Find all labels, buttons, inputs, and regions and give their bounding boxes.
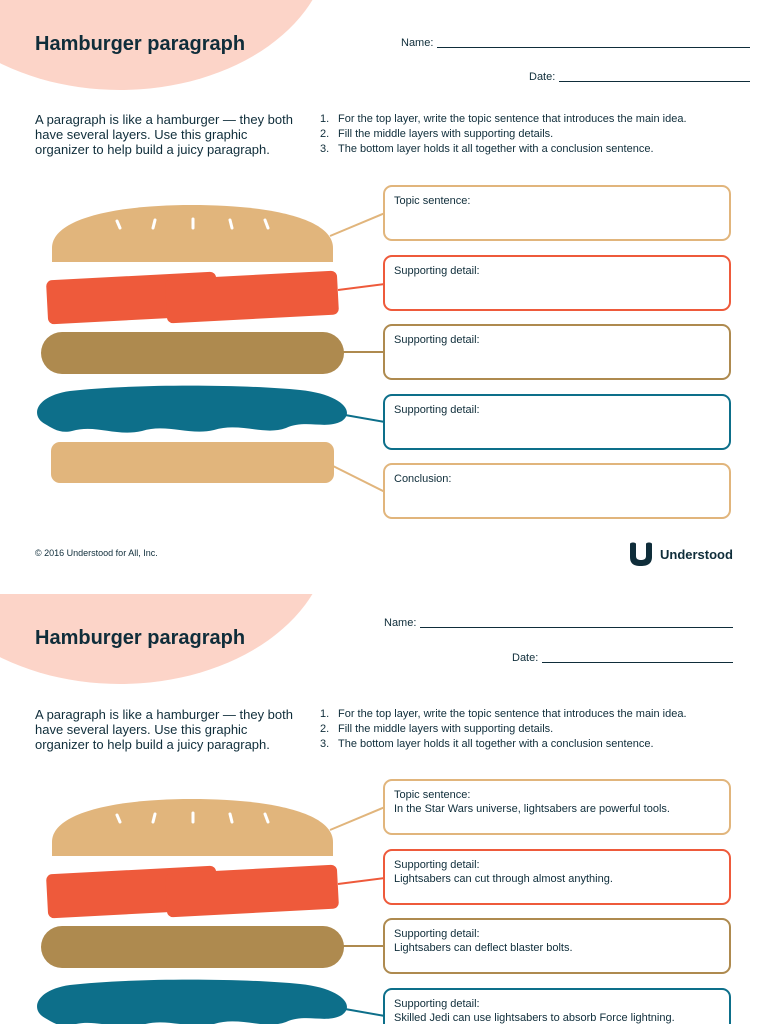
instruction-item: 1. For the top layer, write the topic sentence that introduces the main idea. [320, 708, 687, 720]
copyright-text: © 2016 Understood for All, Inc. [35, 548, 158, 558]
supporting-detail-box[interactable] [383, 988, 731, 1024]
tomato-icon [46, 865, 339, 919]
top-bun-icon [52, 205, 333, 262]
box-label: Topic sentence: [394, 195, 471, 207]
instruction-item: 3. The bottom layer holds it all together with a conclusion sentence. [320, 738, 654, 750]
lettuce-icon [37, 386, 347, 433]
box-value: Lightsabers can cut through almost anything. [394, 873, 613, 885]
box-label: Topic sentence: [394, 789, 471, 801]
box-value: In the Star Wars universe, lightsabers are powerful tools. [394, 803, 670, 815]
understood-logo-icon [628, 542, 654, 566]
page-title: Hamburger paragraph [35, 33, 246, 55]
tomato-icon [46, 271, 339, 325]
patty-icon [41, 926, 344, 968]
name-label: Name: [401, 37, 434, 49]
supporting-detail-box[interactable] [383, 394, 731, 450]
instruction-item: 2. Fill the middle layers with supporting details. [320, 128, 554, 140]
date-label: Date: [529, 71, 556, 83]
date-label: Date: [512, 652, 539, 664]
supporting-detail-box[interactable] [383, 255, 731, 311]
page-title: Hamburger paragraph [35, 627, 246, 649]
connector-line [330, 807, 385, 830]
connector-line [345, 1009, 385, 1016]
patty-icon [41, 332, 344, 374]
lettuce-icon [37, 980, 347, 1024]
box-label: Supporting detail: [394, 928, 480, 940]
logo-text: Understood [660, 546, 733, 562]
connector-line [333, 466, 385, 492]
box-value: Skilled Jedi can use lightsabers to absorb Force lightning. [394, 1012, 675, 1024]
instruction-item: 3. The bottom layer holds it all together with a conclusion sentence. [320, 143, 654, 155]
box-label: Supporting detail: [394, 404, 480, 416]
connector-line [338, 878, 385, 884]
box-label: Supporting detail: [394, 998, 480, 1010]
connector-line [345, 415, 385, 422]
topic-sentence-box[interactable] [383, 185, 731, 241]
conclusion-box[interactable] [383, 463, 731, 519]
box-label: Supporting detail: [394, 334, 480, 346]
connector-line [330, 213, 385, 236]
box-label: Conclusion: [394, 473, 452, 485]
understood-logo [628, 542, 733, 566]
supporting-detail-box[interactable] [383, 324, 731, 380]
intro-text: A paragraph is like a hamburger — they both have several layers. Use this graphic organizer to help build a juicy paragraph. [35, 112, 293, 157]
topic-sentence-box[interactable] [383, 779, 731, 835]
bottom-bun-icon [51, 442, 334, 483]
instruction-item: 2. Fill the middle layers with supporting details. [320, 723, 554, 735]
connector-line [338, 284, 385, 290]
box-label: Supporting detail: [394, 859, 480, 871]
box-value: Lightsabers can deflect blaster bolts. [394, 942, 573, 954]
supporting-detail-box[interactable] [383, 918, 731, 974]
top-bun-icon [52, 799, 333, 856]
worksheet-page-example [0, 594, 768, 1024]
supporting-detail-box[interactable] [383, 849, 731, 905]
intro-text: A paragraph is like a hamburger — they both have several layers. Use this graphic organizer to help build a juicy paragraph. [35, 707, 293, 752]
instruction-item: 1. For the top layer, write the topic sentence that introduces the main idea. [320, 113, 687, 125]
name-label: Name: [384, 617, 417, 629]
box-label: Supporting detail: [394, 265, 480, 277]
